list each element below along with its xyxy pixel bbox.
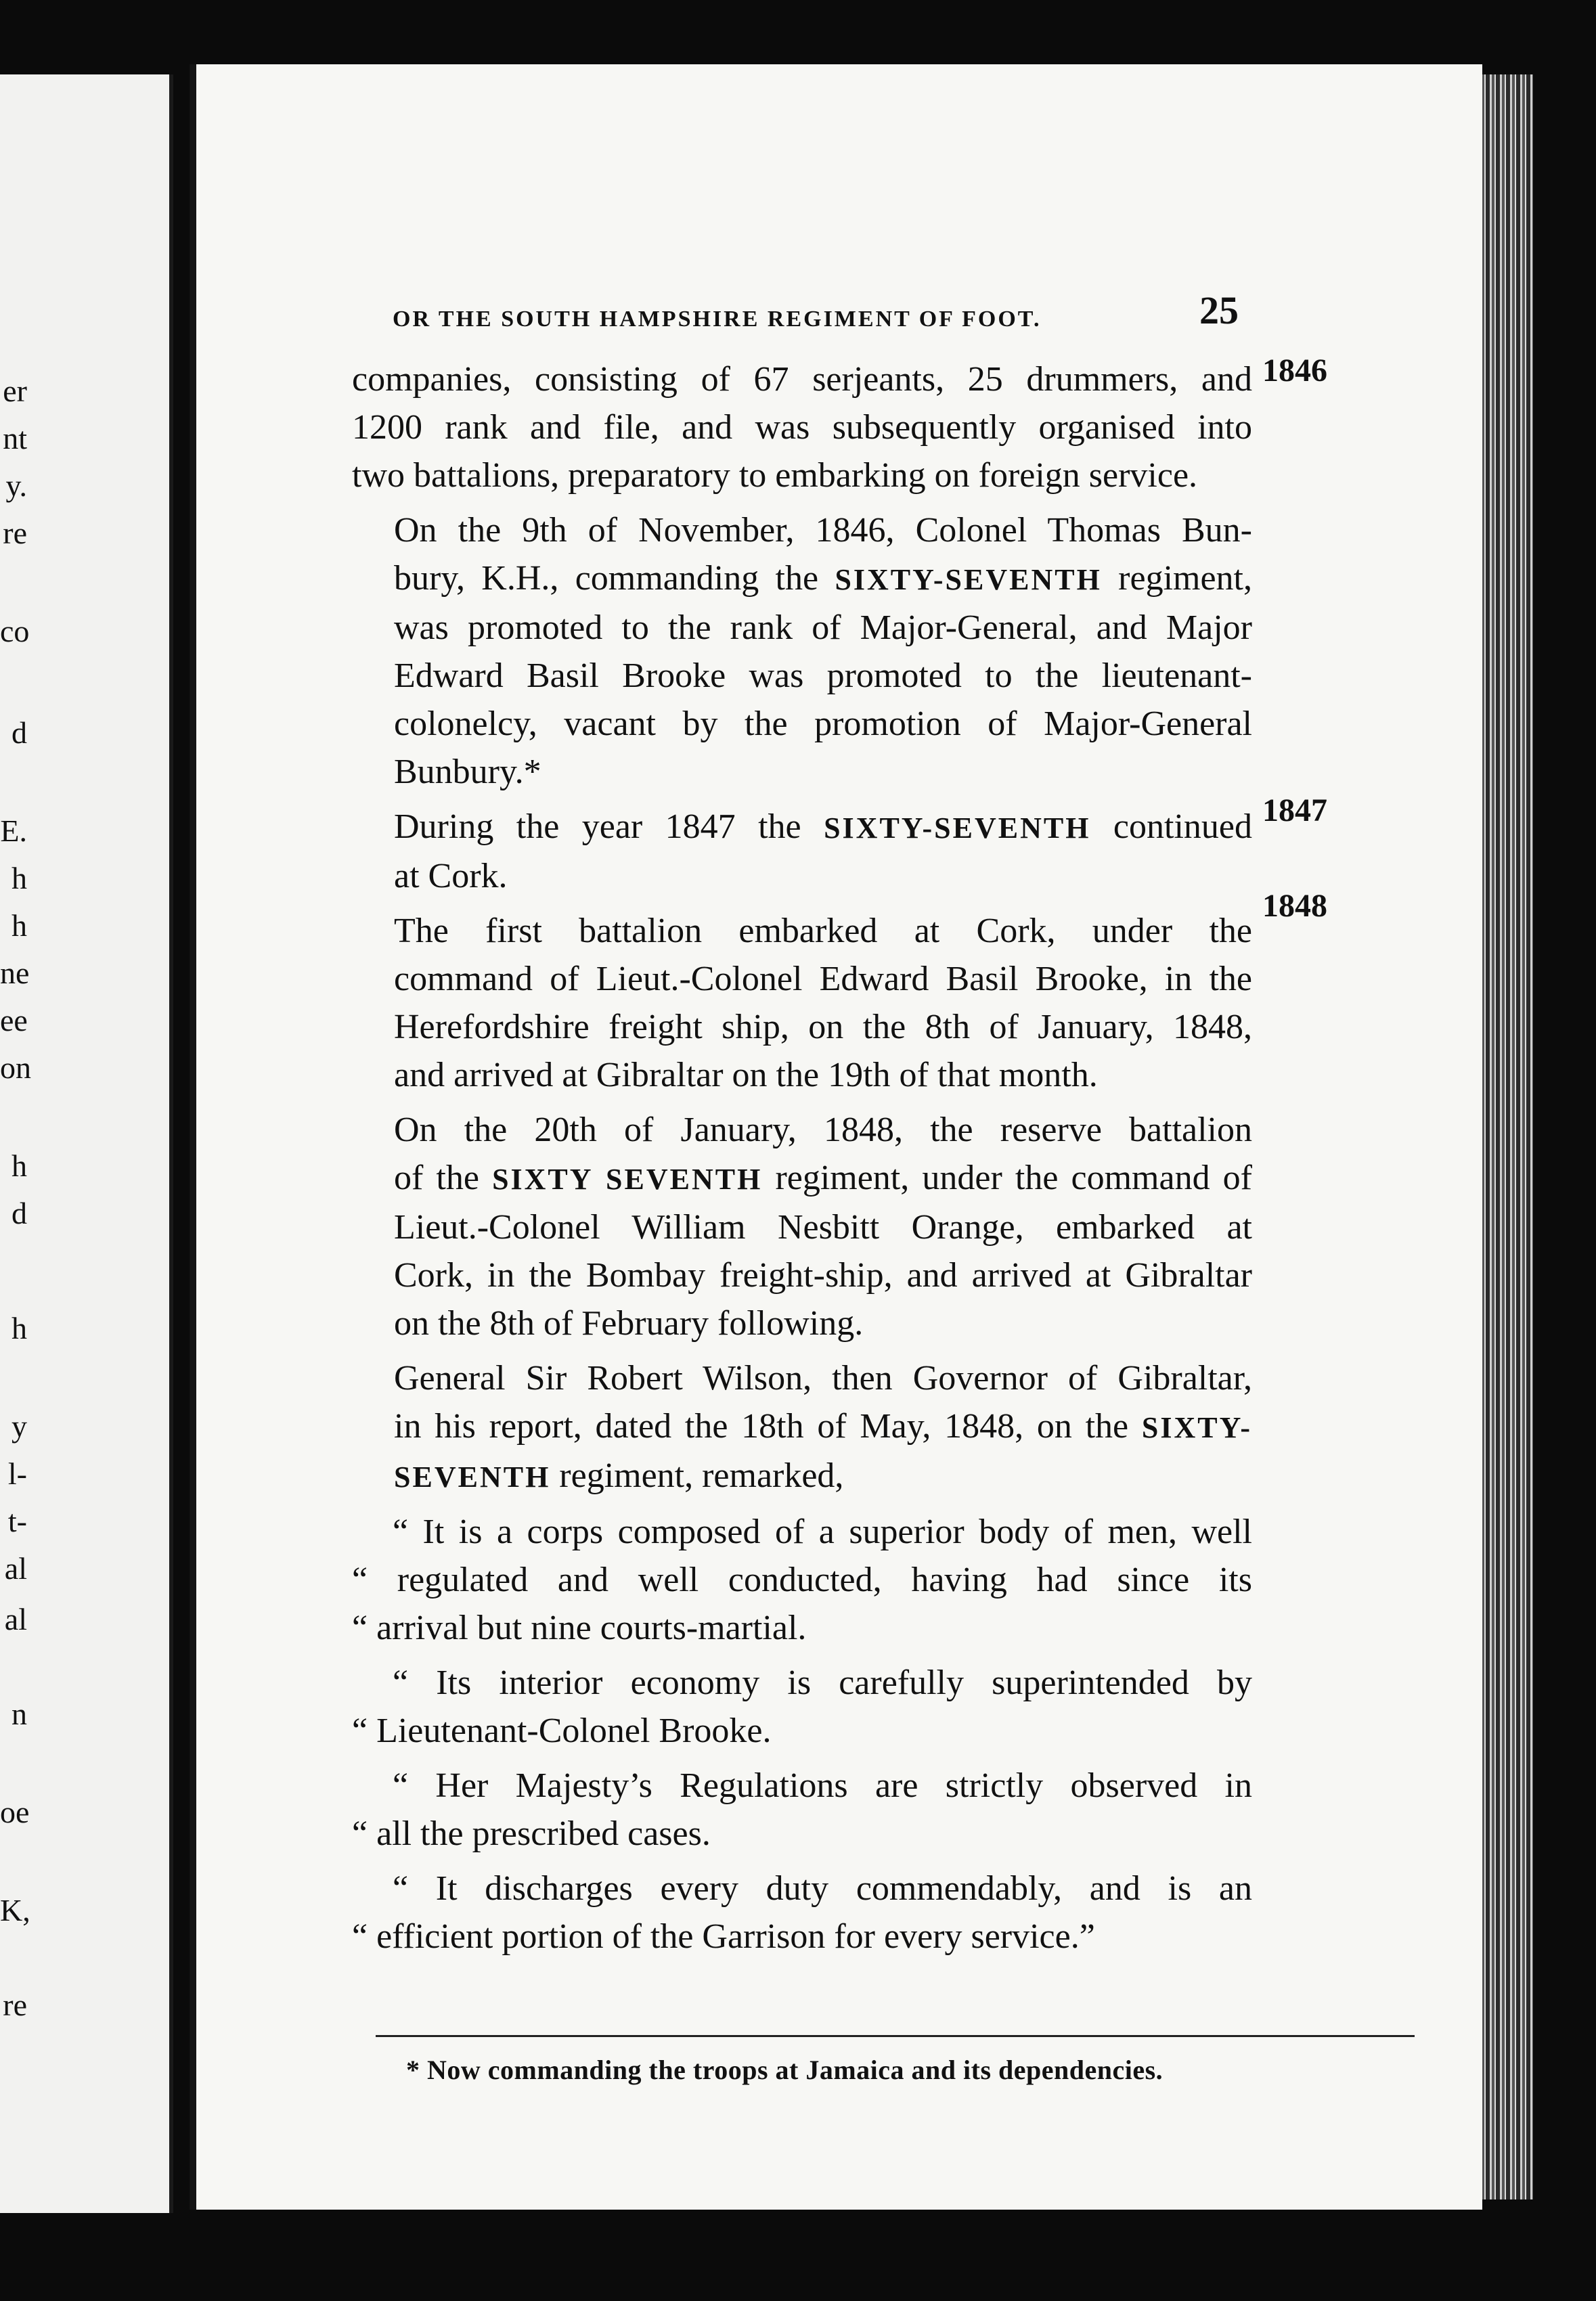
prev-page-fragment: al [4,1551,27,1586]
text-line: Edward Basil Brooke was promoted to the lieutenant- [394,656,1252,695]
quote-line: “ regulated and well conducted, having had since its [352,1561,1252,1599]
text-line [352,1402,1252,1452]
prev-page-fragment: on [0,1050,31,1085]
prev-page-fragment: ee [0,1003,28,1037]
paragraph [352,506,1252,796]
prev-page-fragment: oe [0,1795,30,1829]
prev-page-fragment: ne [0,956,30,990]
prev-page-fragment: h [12,861,27,895]
text-line: at Cork. [394,857,508,895]
text-run: regiment, remarked, [550,1456,844,1495]
quote-line: “ efficient portion of the Garrison for every service.” [352,1917,1095,1956]
text-line: On the 20th of January, 1848, the reserve battalion [394,1111,1252,1149]
text-line [352,803,1252,852]
quotation [352,1659,1252,1755]
prev-page-fragment: h [12,1311,27,1345]
footnote-rule [376,2035,1415,2037]
small-caps-run: SIXTY-SEVENTH [824,811,1091,845]
text-run: continued [1090,807,1252,846]
prev-page-fragment: al [4,1602,27,1636]
text-line: Cork, in the Bombay freight-ship, and arrived at Gibraltar [394,1256,1252,1295]
page-content [352,281,1252,1961]
prev-page-fragment: d [12,715,27,750]
page-number: 25 [1199,288,1239,332]
prev-page-fragment: l- [7,1456,27,1491]
quote-line: “ Lieutenant-Colonel Brooke. [352,1712,772,1750]
text-line: colonelcy, vacant by the promotion of Major-General [394,705,1252,743]
text-run: During the year 1847 the [394,807,824,846]
text-line: General Sir Robert Wilson, then Governor of Gibraltar, [394,1359,1252,1398]
quotation [352,1864,1252,1961]
prev-page-fragment: E. [0,813,27,848]
text-line: and arrived at Gibraltar on the 19th of that month. [394,1056,1098,1094]
quote-line: “ Her Majesty’s Regulations are strictly observed in [393,1766,1252,1805]
quote-line: “ arrival but nine courts-martial. [352,1609,807,1647]
prev-page-fragment: co [0,614,30,648]
prev-page-fragment: d [12,1196,27,1230]
prev-page-fragment: y [12,1409,27,1444]
prev-page-fragment: er [3,374,27,408]
text-line: Bunbury.* [394,753,541,791]
text-run: bury, K.H., commanding the [394,559,835,598]
text-line: On the 9th of November, 1846, Colonel Thomas Bun- [394,511,1252,550]
quotation [352,1508,1252,1652]
text-line [352,554,1252,604]
quote-line: “ Its interior economy is carefully superintended by [393,1663,1252,1702]
paragraph [352,1354,1252,1501]
previous-page [0,74,173,2213]
running-title: OR THE SOUTH HAMPSHIRE REGIMENT OF FOOT. [393,307,1042,332]
prev-page-fragment: re [3,516,27,550]
text-run: of the [394,1159,493,1197]
prev-page-fragment: re [3,1988,27,2022]
margin-year: 1848 [1262,888,1327,924]
small-caps-run: SEVENTH [394,1460,551,1494]
text-line: two battalions, preparatory to embarking on foreign service. [352,456,1198,495]
quotation [352,1762,1252,1858]
text-line: Herefordshire freight ship, on the 8th of January, 1848, [394,1008,1252,1046]
paragraph [352,907,1252,1099]
quote-line: “ all the prescribed cases. [352,1814,711,1853]
text-line: 1200 rank and file, and was subsequently organised into [352,408,1252,447]
text-line: on the 8th of February following. [394,1304,864,1343]
text-run: regiment, [1101,559,1252,598]
footnote: * Now commanding the troops at Jamaica and its dependencies. [406,2055,1163,2085]
prev-page-fragment: K, [0,1893,30,1927]
text-run: in his report, dated the 18th of May, 1848, on the [394,1407,1142,1446]
prev-page-fragment: nt [3,421,27,455]
prev-page-fragment: n [12,1697,27,1731]
text-line [352,1452,1252,1501]
text-line: command of Lieut.-Colonel Edward Basil Brooke, in the [394,960,1252,998]
paragraph [352,355,1252,499]
margin-year: 1846 [1262,353,1327,388]
small-caps-run: SIXTY- [1141,1411,1252,1444]
small-caps-run: SIXTY-SEVENTH [835,563,1102,596]
quote-line: “ It is a corps composed of a superior body of men, well [393,1513,1252,1551]
page-edges [1476,74,1533,2199]
text-line [352,1154,1252,1203]
text-line: companies, consisting of 67 serjeants, 25 drummers, and [352,360,1252,399]
quote-line: “ It discharges every duty commendably, and is an [393,1869,1252,1908]
prev-page-fragment: t- [7,1504,27,1538]
prev-page-fragment: y. [5,468,27,503]
text-run: regiment, under the command of [762,1159,1252,1197]
book-page [190,64,1482,2210]
text-line: The first battalion embarked at Cork, under the [394,912,1252,950]
small-caps-run: SIXTY SEVENTH [492,1163,763,1196]
prev-page-fragment: h [12,908,27,943]
paragraph [352,1106,1252,1347]
text-line: was promoted to the rank of Major-General, and Major [394,608,1252,647]
text-line: Lieut.-Colonel William Nesbitt Orange, embarked at [394,1208,1252,1247]
running-head [352,281,1252,355]
paragraph [352,803,1252,900]
margin-year: 1847 [1262,792,1327,828]
prev-page-fragment: h [12,1148,27,1183]
